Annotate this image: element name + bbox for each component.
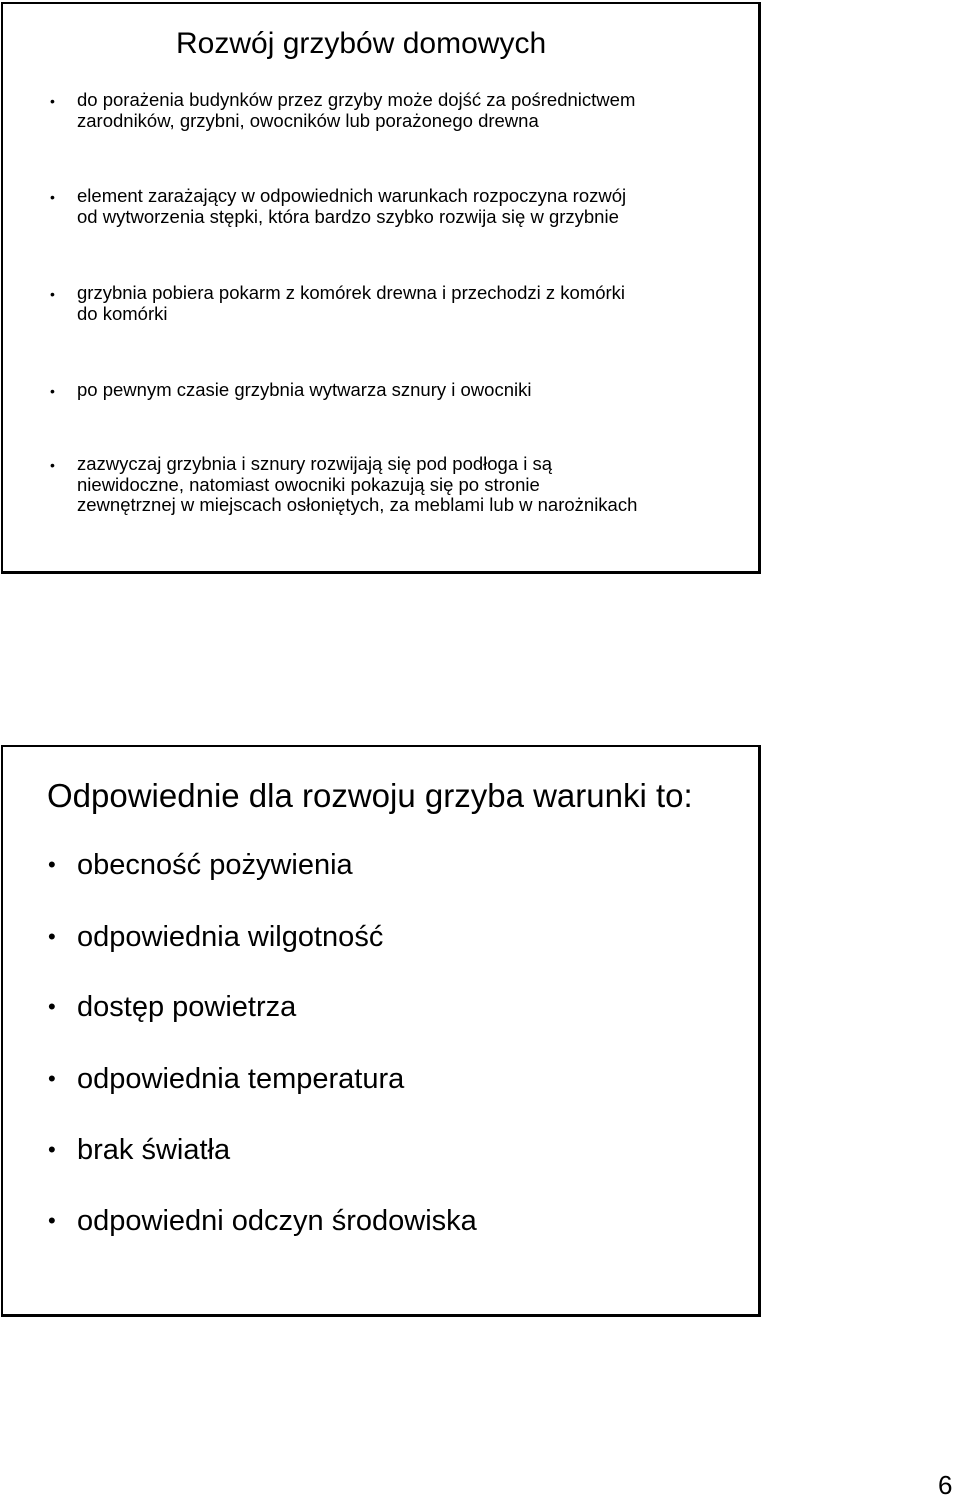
bullet-5-line-1: zazwyczaj grzybnia i sznury rozwijają się pod podłoga i są bbox=[77, 453, 553, 474]
bullet-label: dostęp powietrza bbox=[77, 991, 297, 1023]
slide-2-bullet-5 bbox=[3, 1132, 743, 1168]
slide-2-bullet-1 bbox=[3, 847, 743, 883]
bullet-icon: • bbox=[48, 924, 56, 949]
slide-2-bullet-4 bbox=[3, 1061, 743, 1097]
bullet-label: odpowiednia wilgotność bbox=[77, 921, 384, 953]
bullet-5-line-2: niewidoczne, natomiast owocniki pokazują się po stronie bbox=[77, 473, 540, 495]
bullet-icon: • bbox=[50, 457, 55, 473]
page-number: 6 bbox=[938, 1470, 953, 1500]
slide-1 bbox=[1, 2, 761, 574]
bullet-3-line-2: do komórki bbox=[77, 302, 168, 324]
bullet-icon: • bbox=[50, 383, 55, 399]
bullet-icon: • bbox=[50, 93, 55, 109]
bullet-label: brak światła bbox=[77, 1134, 231, 1166]
bullet-label: odpowiednia temperatura bbox=[77, 1063, 405, 1095]
bullet-1-line-2: zarodników, grzybni, owocników lub porażonego drewna bbox=[77, 109, 539, 131]
bullet-icon: • bbox=[48, 852, 56, 877]
slide-2-bullet-6 bbox=[3, 1203, 743, 1239]
bullet-label: odpowiedni odczyn środowiska bbox=[77, 1205, 477, 1237]
bullet-1-line-1: do porażenia budynków przez grzyby może dojść za pośrednictwem bbox=[77, 89, 636, 110]
bullet-5-line-3: zewnętrznej w miejscach osłoniętych, za meblami lub w narożnikach bbox=[77, 494, 638, 515]
bullet-icon: • bbox=[48, 994, 56, 1019]
bullet-icon: • bbox=[48, 1137, 56, 1162]
bullet-icon: • bbox=[50, 189, 55, 205]
bullet-3-line-1: grzybnia pobiera pokarm z komórek drewna i przechodzi z komórki bbox=[77, 282, 626, 303]
slide-2-title: Odpowiednie dla rozwoju grzyba warunki to: bbox=[47, 777, 693, 814]
bullet-icon: • bbox=[48, 1208, 56, 1233]
bullet-label: obecność pożywienia bbox=[77, 849, 353, 881]
slide-2-bullet-2 bbox=[3, 919, 743, 955]
slide-2-bullet-3 bbox=[3, 989, 743, 1025]
bullet-4-line-1: po pewnym czasie grzybnia wytwarza sznury i owocniki bbox=[77, 379, 532, 400]
slide-2 bbox=[1, 745, 761, 1317]
bullet-icon: • bbox=[50, 286, 55, 302]
slide-1-title: Rozwój grzybów domowych bbox=[176, 27, 547, 60]
bullet-2-line-1: element zarażający w odpowiednich warunkach rozpoczyna rozwój bbox=[77, 185, 627, 206]
bullet-icon: • bbox=[48, 1066, 56, 1091]
bullet-2-line-2: od wytworzenia stępki, która bardzo szybko rozwija się w grzybnie bbox=[77, 205, 619, 227]
